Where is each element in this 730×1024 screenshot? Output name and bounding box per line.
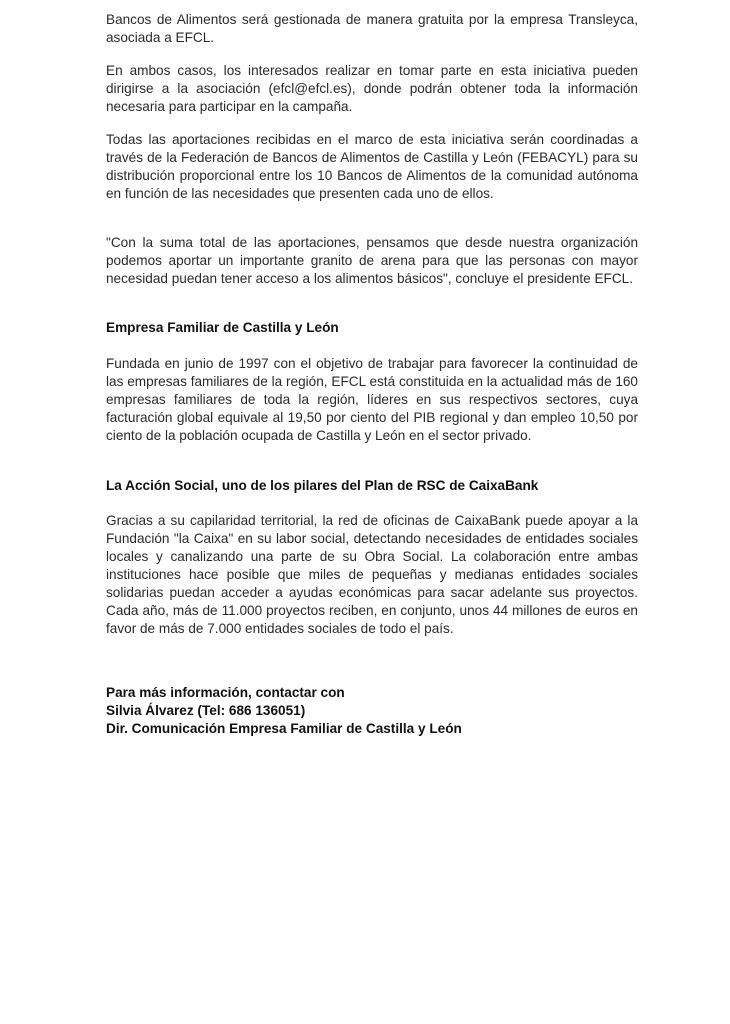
paragraph-transleyca: Bancos de Alimentos será gestionada de manera gratuita por la empresa Transleyca, asociada a EFCL. (106, 12, 638, 45)
section-heading-caixabank: La Acción Social, uno de los pilares del Plan de RSC de CaixaBank (106, 478, 539, 493)
contact-role: Dir. Comunicación Empresa Familiar de Castilla y León (106, 721, 462, 736)
paragraph-contact-association: En ambos casos, los interesados realizar en tomar parte en esta iniciativa pueden dirigirse a la asociación (efcl@efcl.es), donde podrán obtener toda la información necesaria para participar en la campaña. (106, 63, 638, 114)
contact-block (106, 684, 638, 738)
paragraph-efcl: Fundada en junio de 1997 con el objetivo de trabajar para favorecer la continuidad de las empresas familiares de la región, EFCL está constituida en la actualidad más de 160 empresas familiares de toda la región, líderes en sus respectivos sectores, cuya facturación global equivale al 19,50 por ciento del PIB regional y dan empleo 10,50 por ciento de la población ocupada de Castilla y León en el sector privado. (106, 356, 638, 443)
paragraph-quote: "Con la suma total de las aportaciones, pensamos que desde nuestra organización podemos aportar un importante granito de arena para que las personas con mayor necesidad puedan tener acceso a los alimentos básicos", concluye el presidente EFCL. (106, 235, 638, 286)
contact-intro: Para más información, contactar con (106, 685, 345, 700)
paragraph-caixabank: Gracias a su capilaridad territorial, la red de oficinas de CaixaBank puede apoyar a la Fundación "la Caixa" en su labor social, detectando necesidades de entidades sociales locales y canalizando una parte de su Obra Social. La colaboración entre ambas instituciones hace posible que miles de pequeñas y medianas entidades sociales solidarias puedan acceder a ayudas económicas para sacar adelante sus proyectos. Cada año, más de 11.000 proyectos reciben, en conjunto, unos 44 millones de euros en favor de más de 7.000 entidades sociales de todo el país. (106, 513, 638, 636)
contact-person: Silvia Álvarez (Tel: 686 136051) (106, 703, 306, 718)
paragraph-febacyl: Todas las aportaciones recibidas en el marco de esta iniciativa serán coordinadas a través de la Federación de Bancos de Alimentos de Castilla y León (FEBACYL) para su distribución proporcional entre los 10 Bancos de Alimentos de la comunidad autónoma en función de las necesidades que presenten cada uno de ellos. (106, 132, 638, 201)
section-heading-efcl: Empresa Familiar de Castilla y León (106, 320, 339, 335)
